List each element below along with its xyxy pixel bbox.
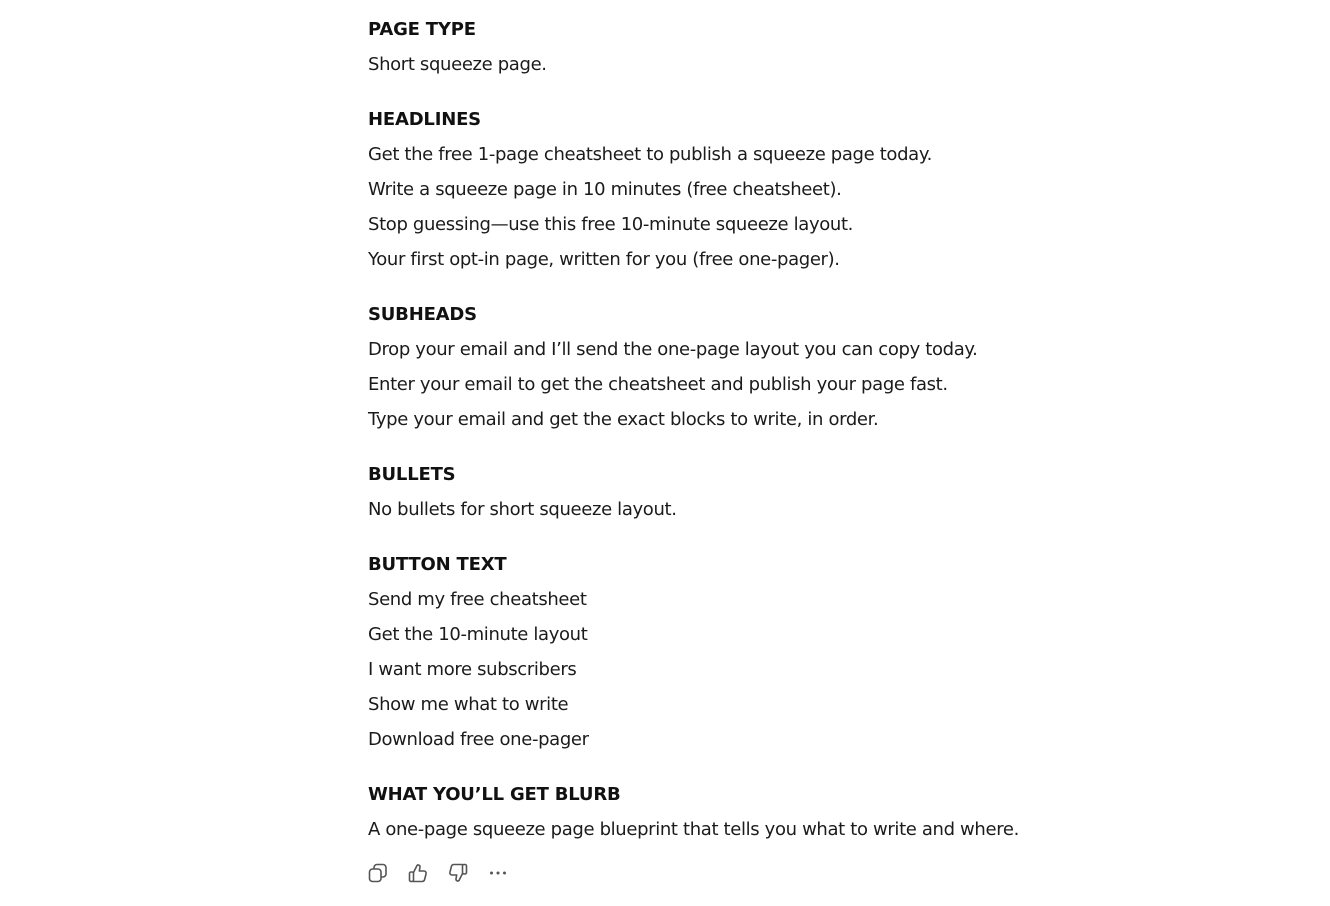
thumbs-down-icon bbox=[447, 862, 469, 884]
section-heading: PAGE TYPE bbox=[368, 19, 476, 40]
section-heading: BULLETS bbox=[368, 464, 456, 485]
thumbs-up-icon bbox=[407, 862, 429, 884]
button-text-item: Send my free cheatsheet bbox=[368, 589, 587, 610]
section-line: No bullets for short squeeze layout. bbox=[368, 499, 677, 520]
headline-item: Stop guessing—use this free 10-minute squeeze layout. bbox=[368, 214, 854, 235]
thumbs-down-button[interactable] bbox=[446, 860, 470, 886]
thumbs-up-button[interactable] bbox=[406, 860, 430, 886]
subhead-item: Drop your email and I’ll send the one-page layout you can copy today. bbox=[368, 339, 978, 360]
section-bullets bbox=[368, 457, 1088, 527]
button-text-item: Download free one-pager bbox=[368, 729, 589, 750]
button-text-item: Get the 10-minute layout bbox=[368, 624, 588, 645]
button-text-item: I want more subscribers bbox=[368, 659, 577, 680]
response-content bbox=[368, 12, 1088, 867]
copy-icon bbox=[367, 862, 389, 884]
section-headlines bbox=[368, 102, 1088, 277]
section-heading: WHAT YOU’LL GET BLURB bbox=[368, 784, 621, 805]
more-options-button[interactable] bbox=[486, 860, 510, 886]
section-page-type bbox=[368, 12, 1088, 82]
section-line: A one-page squeeze page blueprint that tells you what to write and where. bbox=[368, 819, 1019, 840]
section-blurb bbox=[368, 777, 1088, 847]
more-horizontal-icon bbox=[487, 862, 509, 884]
section-heading: BUTTON TEXT bbox=[368, 554, 507, 575]
headline-item: Write a squeeze page in 10 minutes (free cheatsheet). bbox=[368, 179, 842, 200]
copy-button[interactable] bbox=[366, 860, 390, 886]
headline-item: Your first opt-in page, written for you (free one-pager). bbox=[368, 249, 840, 270]
subhead-item: Type your email and get the exact blocks to write, in order. bbox=[368, 409, 879, 430]
section-line: Short squeeze page. bbox=[368, 54, 547, 75]
button-text-item: Show me what to write bbox=[368, 694, 569, 715]
section-heading: HEADLINES bbox=[368, 109, 481, 130]
subhead-item: Enter your email to get the cheatsheet and publish your page fast. bbox=[368, 374, 948, 395]
message-actions bbox=[366, 860, 510, 886]
section-heading: SUBHEADS bbox=[368, 304, 477, 325]
section-button-text bbox=[368, 547, 1088, 757]
headline-item: Get the free 1-page cheatsheet to publish a squeeze page today. bbox=[368, 144, 932, 165]
section-subheads bbox=[368, 297, 1088, 437]
